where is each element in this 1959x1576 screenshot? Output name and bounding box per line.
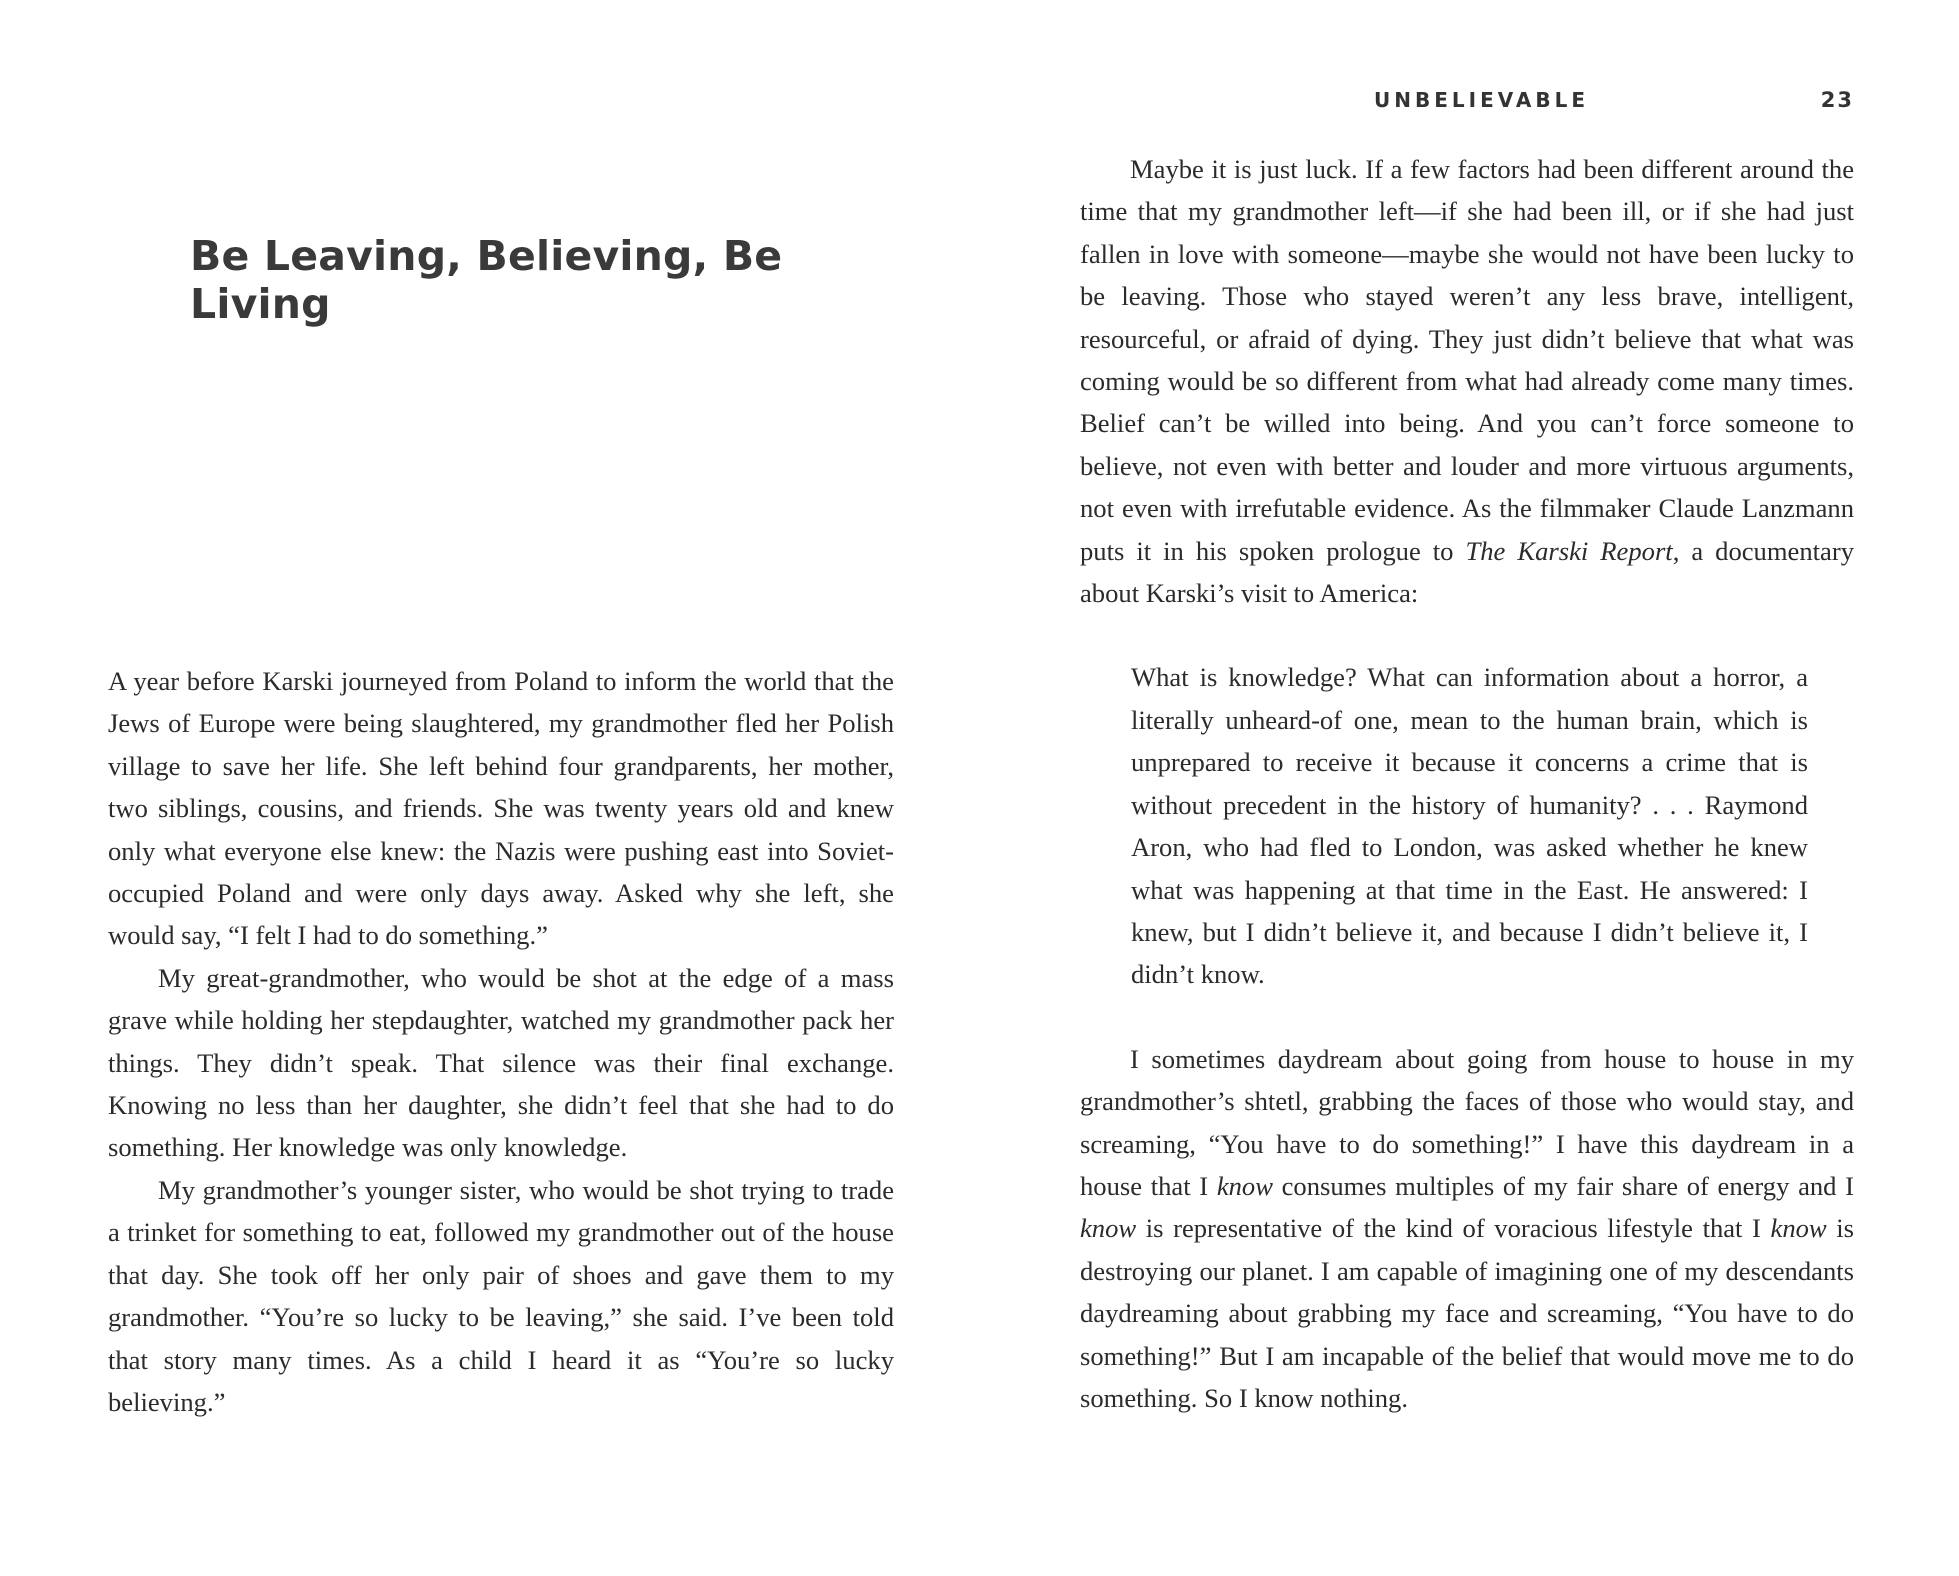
- block-quote: What is knowledge? What can information about a horror, a literally unheard-of one, mean to the human brain, which is unprepared to receive it because it concerns a crime that is without precedent in the history of humanity? . . . Raymond Aron, who had fled to London, was asked whether he knew what was happening at that time in the East. He answered: I knew, but I didn’t believe it, and because I didn’t believe it, I didn’t know.: [1131, 662, 1808, 990]
- running-head: UNBELIEVABLE: [1374, 88, 1589, 112]
- paragraph-text: I sometimes daydream about going from house to house in my grandmother’s shtetl, grabbing the faces of those who would stay, and screaming, “You have to do something!” I have this daydream in a house that I: [1080, 1043, 1854, 1201]
- paragraph: My grandmother’s younger sister, who would be shot trying to trade a trinket for something to eat, followed my grandmother out of the house that day. She took off her only pair of shoes and gave them to my grandmother. “You’re so lucky to be leaving,” she said. I’ve been told that story many times. As a child I heard it as “You’re so lucky believing.”: [108, 1174, 894, 1417]
- emphasis: know: [1080, 1213, 1137, 1244]
- paragraph-text: is destroying our planet. I am capable of imagining one of my descendants daydreaming about grabbing my face and screaming, “You have to do something!” But I am incapable of the belief that would move me to do something. So I know nothing.: [1080, 1213, 1854, 1413]
- emphasis: know: [1216, 1170, 1273, 1201]
- paragraph: [1080, 148, 1854, 614]
- page-number: 23: [1820, 88, 1854, 112]
- left-page-body: [108, 660, 894, 1423]
- paragraph-text: Maybe it is just luck. If a few factors had been different around the time that my grandmother left—if she had been ill, or if she had just fallen in love with someone—maybe she would not have been lucky to be leaving. Those who stayed weren’t any less brave, intelligent, resourceful, or afraid of dying. They just didn’t believe that what was coming would be so different from what had already come many times. Belief can’t be willed into being. And you can’t force someone to believe, not even with better and louder and more virtuous arguments, not even with irrefutable evidence. As the filmmaker Claude Lanzmann puts it in his spoken prologue to: [1080, 154, 1854, 566]
- paragraph-text: is representative of the kind of voracious lifestyle that I: [1136, 1213, 1771, 1244]
- emphasis: know: [1770, 1213, 1827, 1244]
- right-page-body: [1080, 148, 1854, 1419]
- paragraph: [1080, 1038, 1854, 1420]
- paragraph: A year before Karski journeyed from Poland to inform the world that the Jews of Europe were being slaughtered, my grandmother fled her Polish village to save her life. She left behind four grandparents, her mother, two siblings, cousins, and friends. She was twenty years old and knew only what everyone else knew: the Nazis were pushing east into Soviet-occupied Poland and were only days away. Asked why she left, she would say, “I felt I had to do something.”: [108, 666, 894, 951]
- paragraph-text: , a documentary about Karski’s visit to America:: [1080, 535, 1854, 609]
- paragraph: My great-grandmother, who would be shot at the edge of a mass grave while holding her stepdaughter, watched my grandmother pack her things. They didn’t speak. That silence was their final exchange. Knowing no less than her daughter, she didn’t feel that she had to do something. Her knowledge was only knowledge.: [108, 962, 894, 1163]
- film-title: The Karski Report: [1465, 535, 1673, 566]
- paragraph-text: consumes multiples of my fair share of energy and I: [1272, 1170, 1854, 1201]
- chapter-title: Be Leaving, Believing, Be Living: [190, 232, 783, 328]
